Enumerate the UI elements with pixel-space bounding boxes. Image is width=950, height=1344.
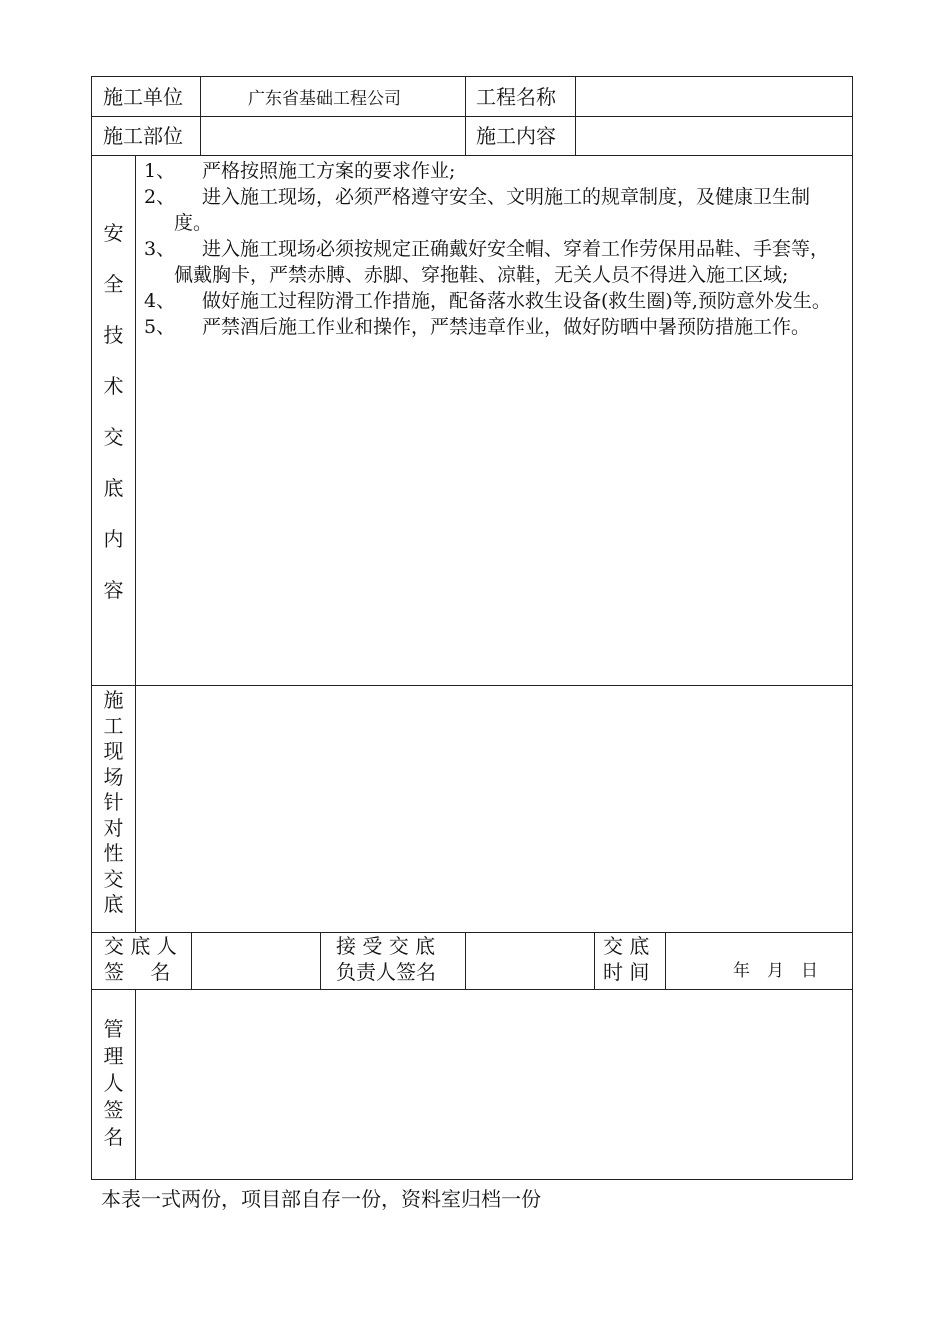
rule-sign-v3	[465, 932, 466, 989]
part-label: 施工部位	[103, 124, 183, 148]
onsite-label-char: 工	[103, 713, 124, 738]
safety-item-number: 1、	[144, 160, 176, 182]
safety-label-char: 底	[103, 476, 124, 500]
unit-value: 广东省基础工程公司	[248, 89, 401, 109]
onsite-label	[92, 688, 135, 918]
project-label: 工程名称	[476, 85, 556, 109]
safety-item-text: 严禁酒后施工作业和操作，严禁违章作业，做好防晒中暑预防措施工作。	[202, 316, 811, 338]
onsite-label-char: 施	[103, 688, 124, 712]
safety-item-text: 进入施工现场必须按规定正确戴好安全帽、穿着工作劳保用品鞋、手套等，佩戴胸卡，严禁赤膊、赤脚、穿拖鞋、凉鞋，无关人员不得进入施工区域;	[174, 238, 830, 286]
safety-item	[140, 158, 846, 184]
onsite-label-char: 场	[103, 764, 124, 789]
safety-item-text: 进入施工现场，必须严格遵守安全、文明施工的规章制度，及健康卫生制度。	[174, 186, 811, 234]
time-label-line2: 时 间	[603, 960, 650, 984]
rule-head-v3	[575, 76, 576, 155]
rule-sign-bottom	[91, 989, 853, 990]
safety-item-text: 严格按照施工方案的要求作业;	[202, 160, 456, 182]
rule-safety-bottom	[91, 685, 853, 686]
safety-item	[140, 184, 846, 236]
safety-item	[140, 314, 846, 340]
safety-items	[140, 158, 846, 340]
rule-head-v2	[465, 76, 466, 155]
onsite-label-char: 对	[103, 815, 124, 840]
safety-item-number: 2、	[144, 186, 176, 208]
onsite-label-char: 底	[103, 892, 124, 916]
manager-label-char: 理	[103, 1044, 124, 1068]
manager-label	[92, 1016, 135, 1151]
rule-sign-v1	[191, 932, 192, 989]
rule-row1	[91, 116, 853, 117]
safety-label-char: 内	[103, 527, 124, 551]
receiver-label-line2: 负责人签名	[336, 960, 436, 984]
safety-label-char: 安	[103, 221, 124, 245]
safety-item-number: 3、	[144, 238, 176, 260]
safety-item-text: 做好施工过程防滑工作措施，配备落水救生设备(救生圈)等,预防意外发生。	[202, 290, 831, 312]
safety-item	[140, 236, 846, 288]
safety-item-number: 5、	[144, 316, 176, 338]
footer-note: 本表一式两份，项目部自存一份，资料室归档一份	[101, 1187, 541, 1211]
rule-label-col-1	[135, 155, 136, 933]
rule-sign-v5	[665, 932, 666, 989]
onsite-label-char: 现	[103, 739, 124, 763]
safety-label-char: 容	[103, 578, 124, 602]
rule-row2	[91, 155, 853, 156]
onsite-label-char: 交	[103, 866, 124, 891]
safety-label-char: 术	[103, 374, 124, 398]
content-label: 施工内容	[476, 124, 556, 148]
safety-label-char: 全	[103, 272, 124, 296]
rule-bottom	[91, 1179, 853, 1180]
rule-head-v1	[200, 76, 201, 155]
onsite-label-char: 性	[103, 841, 124, 865]
rule-right	[852, 76, 853, 1180]
rule-label-col-2	[135, 989, 136, 1179]
manager-label-char: 签	[103, 1098, 124, 1122]
rule-top	[91, 76, 853, 77]
safety-label-char: 技	[103, 323, 124, 347]
onsite-label-char: 针	[103, 790, 124, 814]
time-label-line1: 交 底	[603, 934, 650, 958]
unit-label: 施工单位	[103, 85, 183, 109]
safety-item-number: 4、	[144, 290, 176, 312]
manager-label-char: 名	[103, 1125, 124, 1149]
safety-item	[140, 288, 846, 314]
giver-label-line1: 交 底 人	[104, 934, 177, 958]
date-placeholder: 年 月 日	[733, 961, 818, 981]
safety-label-char: 交	[103, 425, 124, 449]
giver-label-line2: 签 名	[104, 960, 171, 984]
manager-label-char: 人	[103, 1071, 124, 1095]
manager-label-char: 管	[103, 1017, 124, 1041]
rule-sign-v4	[594, 932, 595, 989]
rule-sign-v2	[320, 932, 321, 989]
rule-onsite-bottom	[91, 932, 853, 933]
receiver-label-line1: 接 受 交 底	[336, 934, 436, 958]
safety-label	[92, 208, 135, 616]
